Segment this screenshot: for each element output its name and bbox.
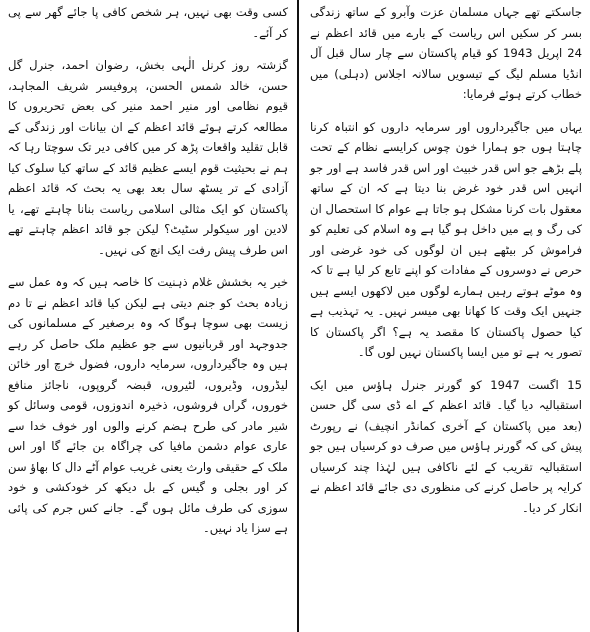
left-paragraph-2: گزشتہ روز کرنل الٰہی بخش، رضوان احمد، جنرل گل حسن، خالد شمس الحسن، پروفیسر شریف المجاہد، قیوم نظامی اور منیر احمد منیر کی بعض تحریروں کا مطالعہ کرتے ہوئے قائد اعظم کے ان بیانات اور زندگی کے قابل تقلید واقعات پڑھ کر میں کافی دیر تک سوچتا رہا کہ ہم نے بحیثیت قوم ایسے عظیم قائد کے ساتھ کیا سلوک کیا آزادی کے تر یسٹھ سال بعد بھی یہ بحث کہ قائد اعظم پاکستان کو ایک مثالی اسلامی ریاست بنانا چاہتے تھے، یا لادین اور سیکولر سٹیٹ؟ لیکن جو قائد اعظم چاہتے تھے اس طرف پیش رفت ایک انچ کی نہیں۔ (8, 58, 288, 257)
column-divider (297, 0, 299, 632)
right-paragraph-1: جاسکتے تھے جہاں مسلمان عزت وآبرو کے ساتھ زندگی بسر کر سکیں اس ریاست کے بارے میں قائد اعظم نے 24 اپریل 1943 کو قیام پاکستان سے چار سال قبل آل انڈیا مسلم لیگ کے تیسویں سالانہ اجلاس (دہلی) میں خطاب کرتے ہوئے فرمایا: (310, 5, 582, 101)
right-paragraph-2-quote: یہاں میں جاگیرداروں اور سرمایہ داروں کو انتباہ کرنا چاہتا ہوں جو ہمارا خون چوس کرایسے نظام کے تحت پلے بڑھے جو اس قدر خبیث اور اس قدر فاسد ہے اور جو انہیں اس قدر خود غرض بنا دیتا ہے کہ ان کے ساتھ معقول بات کرنا مشکل ہو جاتا ہے عوام کا استحصال ان کی رگ و پے میں داخل ہو گیا ہے وہ اسلام کی تعلیم کو فراموش کر بیٹھے ہیں ان لوگوں کی خود غرضی اور حرص نے دوسروں کے مفادات کو اپنے تابع کر لیا ہے تا کہ وہ موٹے ہوتے رہیں ہمارے لوگوں میں لاکھوں ایسے ہیں جنہیں ایک وقت کا کھانا بھی میسر نہیں۔ یہ تہذیب ہے کیا حصول پاکستان کا مقصد یہ ہے؟ اگر پاکستان کا تصور یہ ہے تو میں ایسا پاکستان نہیں لوں گا۔ (310, 119, 582, 359)
right-column (304, 0, 586, 632)
left-paragraph-1-quote-end: کسی وقت بھی نہیں، ہر شخص کافی پا جائے گھر سے پی کر آئے۔ (8, 5, 288, 40)
left-paragraph-3: خیر یہ بخشش غلام ذہنیت کا خاصہ ہیں کہ وہ عمل سے زیادہ بحث کو جنم دیتی ہے لیکن کیا قائد اعظم نے تا دم زیست بھی سوچا ہوگا کہ وہ برصغیر کے مسلمانوں کی جدوجہد اور قربانیوں سے جو عظیم ملک حاصل کر رہے ہیں وہ جاگیرداروں، سرمایہ داروں، فضول خرچ اور خائن لیڈروں، وڈیروں، لٹیروں، قبضہ گروپوں، ناجائز منافع خوروں، گراں فروشوں، ذخیرہ اندوزوں، قومی وسائل کو شیر مادر کی طرح ہضم کرنے والوں اور خوف خدا سے عاری عوام دشمن مافیا کی چراگاہ بن جائے گا اور اس ملک کے حقیقی وارث یعنی غریب عوام آٹے دال کا بھاؤ سن کر اور بجلی و گیس کے بل دیکھ کر خودکشی و خود سوزی کی طرف مائل ہوں گے۔ جانے کس جرم کی پائی ہے سزا یاد نہیں۔ (8, 275, 288, 535)
left-column (6, 0, 294, 632)
right-paragraph-3: 15 اگست 1947 کو گورنر جنرل ہاؤس میں ایک استقبالیہ دیا گیا۔ قائد اعظم کے اے ڈی سی گل حسن (بعد میں پاکستان کے آخری کمانڈر انچیف) نے رپورٹ پیش کی کہ گورنر ہاؤس میں صرف دو کرسیاں ہیں جو استقبالیہ تقریب کے لئے ناکافی ہیں لہٰذا چند کرسیاں کرایہ پر حاصل کرنے کی منظوری دی جائے قائد اعظم نے انکار کر دیا۔ (310, 377, 583, 515)
